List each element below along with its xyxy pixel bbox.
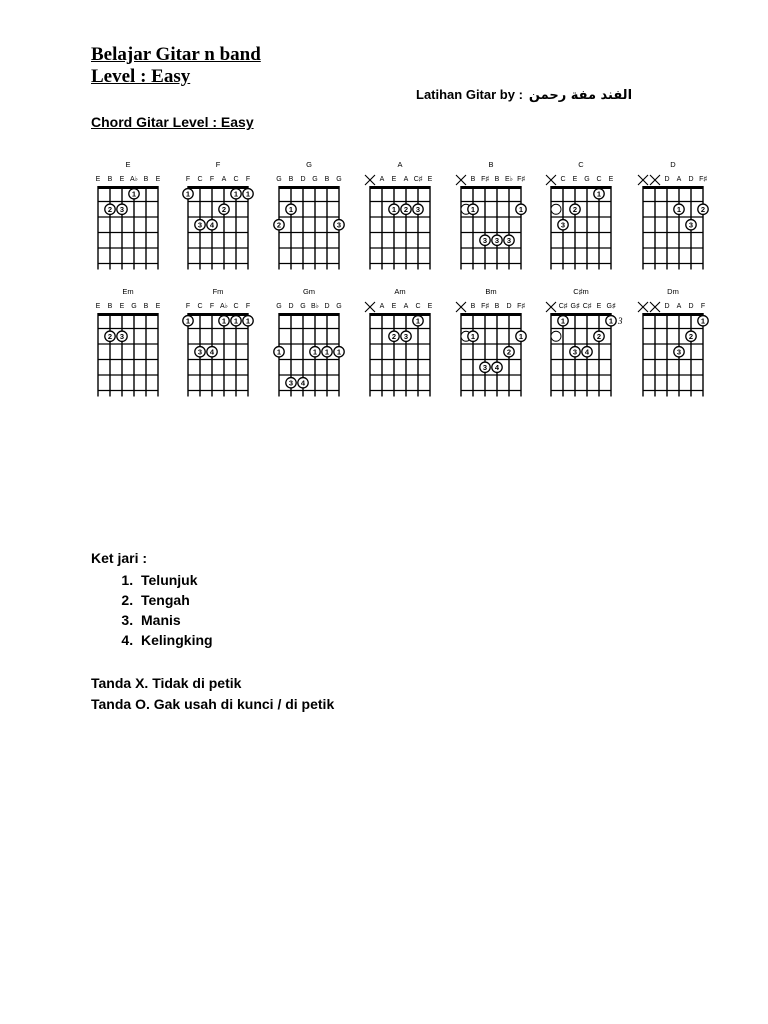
nut [188,313,248,316]
finger-dot [105,331,115,341]
finger-number: 1 [221,316,227,326]
string-label: E [95,176,101,183]
string-label: A [221,176,227,183]
author-name: الفند مفة رحمن [528,88,633,103]
muted-string-mark [650,175,660,185]
finger-dot [334,220,344,230]
chord-e [96,160,161,270]
muted-string-mark [546,302,556,312]
finger-number: 3 [415,205,421,215]
string-label: B [107,176,113,183]
muted-string-mark [638,302,648,312]
string-label: E [95,303,101,310]
string-label: F♯ [517,303,525,310]
string-label: F [245,176,251,183]
finger-number: 1 [312,347,318,357]
finger-dot [117,204,127,214]
finger-dot [698,204,708,214]
string-label: E [572,176,578,183]
string-label: F♯ [699,176,707,183]
string-label: E [391,176,397,183]
nut [370,313,430,316]
finger-item-3: 3. Manis [137,610,213,630]
finger-number: 1 [470,332,476,342]
finger-dot [243,189,253,199]
nut [279,313,339,316]
string-label: F♯ [481,176,489,183]
string-label: F [185,176,191,183]
chord-a [365,160,433,270]
finger-dot [286,378,296,388]
fret-number-label: 3 [618,315,623,326]
nut [98,313,158,316]
finger-number: 3 [403,332,409,342]
string-label: D [506,303,512,310]
finger-number: 3 [482,236,488,246]
finger-number: 3 [482,363,488,373]
nut [188,186,248,189]
finger-dot [468,204,478,214]
finger-dot [594,189,604,199]
finger-dot [334,347,344,357]
finger-number: 1 [233,189,239,199]
nut [279,186,339,189]
finger-dot [298,378,308,388]
muted-string-mark [638,175,648,185]
finger-item-2: 2. Tengah [137,590,213,610]
finger-dot [480,235,490,245]
chord-bm [456,287,526,397]
finger-number: 2 [107,205,113,215]
chord-fm [183,287,253,397]
finger-dot [274,220,284,230]
finger-dot [389,204,399,214]
nut [370,186,430,189]
string-label: B [107,303,113,310]
chord-am [365,287,433,397]
note-x-mark: Tanda X. Tidak di petik [91,675,242,691]
string-label: F [209,176,215,183]
chord-b [456,160,526,270]
finger-dot [243,316,253,326]
finger-dot [219,204,229,214]
chord-dm [638,287,708,397]
finger-number: 2 [688,332,694,342]
finger-number: 1 [518,205,524,215]
string-label: C [233,176,239,183]
finger-number: 2 [221,205,227,215]
chord-name: Dm [667,287,679,296]
finger-dot [310,347,320,357]
string-label: C♯ [582,303,592,310]
finger-number: 3 [688,220,694,230]
finger-dot [570,347,580,357]
string-label: D [688,176,694,183]
finger-number: 4 [584,347,590,357]
string-label: G [276,176,282,183]
string-label: C [560,176,566,183]
nut [643,186,703,189]
chord-name: B [488,160,494,169]
finger-dot [492,362,502,372]
finger-number: 1 [676,205,682,215]
string-label: G [312,176,318,183]
finger-dot [413,316,423,326]
string-label: D [324,303,330,310]
string-label: A [403,303,409,310]
finger-dot [516,331,526,341]
muted-string-mark [650,302,660,312]
finger-number: 1 [324,347,330,357]
chord-name: Em [122,287,134,296]
finger-number: 1 [391,205,397,215]
chord-name: G [306,160,312,169]
string-label: C [415,303,421,310]
string-label: B [143,176,149,183]
string-label: B [143,303,149,310]
string-label: B [494,303,500,310]
muted-string-mark [456,302,466,312]
string-label: E [596,303,602,310]
finger-number: 3 [197,220,203,230]
nut [551,313,611,316]
finger-number: 1 [608,316,614,326]
finger-dot [570,204,580,214]
finger-number: 4 [494,363,500,373]
finger-number: 4 [300,378,306,388]
nut [98,186,158,189]
string-label: B [494,176,500,183]
string-label: E♭ [505,176,513,183]
finger-number: 2 [107,332,113,342]
finger-dot [686,220,696,230]
finger-number: 4 [209,347,215,357]
muted-string-mark [365,175,375,185]
chord-g [274,160,344,270]
chord-name: F [215,160,221,169]
finger-dot [674,347,684,357]
finger-number: 2 [700,205,706,215]
string-label: A [379,303,385,310]
finger-number: 2 [276,220,282,230]
finger-dot [686,331,696,341]
open-string-mark [551,331,561,341]
string-label: C [596,176,602,183]
finger-number: 1 [245,316,251,326]
string-label: D [664,176,670,183]
finger-dot [195,220,205,230]
finger-number: 3 [494,236,500,246]
finger-dot [401,331,411,341]
finger-number: 2 [572,205,578,215]
finger-dot [582,347,592,357]
note-o-mark: Tanda O. Gak usah di kunci / di petik [91,696,335,712]
nut [643,313,703,316]
string-label: A [379,176,385,183]
document-title: Belajar Gitar n band [91,44,261,65]
string-label: C [233,303,239,310]
chord-name: Gm [302,287,316,296]
finger-dot [286,204,296,214]
finger-number: 3 [119,205,125,215]
string-label: F♯ [481,303,489,310]
string-label: A♭ [220,303,228,310]
chord-f [183,160,253,270]
chord-gm [274,287,344,397]
finger-dot [231,316,241,326]
finger-list [91,570,213,650]
chord-c [546,160,614,270]
string-label: E [155,303,161,310]
finger-number: 1 [596,189,602,199]
string-label: A♭ [130,176,138,183]
string-label: C♯ [558,303,568,310]
finger-item-4: 4. Kelingking [137,630,213,650]
finger-dot [117,331,127,341]
finger-number: 3 [119,332,125,342]
string-label: G♯ [606,303,616,310]
finger-dot [516,204,526,214]
finger-dot [274,347,284,357]
finger-number: 1 [276,347,282,357]
finger-number: 4 [209,220,215,230]
string-label: E [155,176,161,183]
finger-number: 1 [518,332,524,342]
muted-string-mark [546,175,556,185]
string-label: D [688,303,694,310]
chord-name: E [125,160,131,169]
finger-legend [91,548,213,650]
finger-number: 1 [700,316,706,326]
string-label: E [391,303,397,310]
chord-name: C [578,160,584,169]
chord-name: Bm [485,287,497,296]
string-label: A [676,176,682,183]
string-label: G [276,303,282,310]
string-label: F♯ [517,176,525,183]
nut [461,186,521,189]
string-label: C♯ [413,176,423,183]
string-label: B♭ [311,303,319,310]
finger-dot [389,331,399,341]
string-label: G♯ [570,303,580,310]
string-label: E [119,176,125,183]
string-label: A [676,303,682,310]
finger-dot [183,316,193,326]
finger-dot [105,204,115,214]
finger-dot [183,189,193,199]
finger-number: 1 [131,189,137,199]
string-label: B [288,176,294,183]
finger-dot [231,189,241,199]
finger-dot [207,220,217,230]
string-label: G [336,303,342,310]
chord-name: D [670,160,676,169]
string-label: C [197,303,203,310]
finger-dot [674,204,684,214]
finger-dot [219,316,229,326]
string-label: F [700,303,706,310]
section-subtitle: Chord Gitar Level : Easy [91,114,254,130]
string-label: E [427,303,433,310]
legend-heading: Ket jari : [91,550,148,566]
chord-name: C♯m [573,287,589,296]
muted-string-mark [365,302,375,312]
string-label: E [427,176,433,183]
finger-item-1: 1. Telunjuk [137,570,213,590]
finger-number: 1 [185,189,191,199]
finger-dot [401,204,411,214]
finger-dot [207,347,217,357]
string-label: D [300,176,306,183]
chord-diagrams [0,0,768,420]
finger-dot [129,189,139,199]
finger-number: 2 [391,332,397,342]
string-label: D [664,303,670,310]
string-label: E [119,303,125,310]
string-label: E [608,176,614,183]
chord-name: Am [394,287,406,296]
finger-dot [413,204,423,214]
open-string-mark [551,204,561,214]
finger-dot [492,235,502,245]
finger-number: 3 [197,347,203,357]
finger-number: 2 [403,205,409,215]
finger-number: 1 [185,316,191,326]
finger-number: 3 [560,220,566,230]
finger-number: 3 [676,347,682,357]
finger-number: 2 [506,347,512,357]
finger-dot [594,331,604,341]
chord-name: A [397,160,403,169]
muted-string-mark [456,175,466,185]
finger-number: 2 [596,332,602,342]
finger-dot [195,347,205,357]
string-label: G [131,303,137,310]
finger-dot [322,347,332,357]
finger-dot [480,362,490,372]
finger-number: 3 [336,220,342,230]
string-label: G [300,303,306,310]
finger-dot [558,316,568,326]
finger-number: 1 [245,189,251,199]
finger-number: 1 [560,316,566,326]
finger-number: 3 [572,347,578,357]
finger-dot [606,316,616,326]
finger-dot [504,347,514,357]
string-label: B [470,176,476,183]
string-label: A [403,176,409,183]
chord-d [638,160,708,270]
finger-number: 1 [336,347,342,357]
string-label: F [209,303,215,310]
finger-dot [698,316,708,326]
finger-number: 3 [288,378,294,388]
string-label: F [245,303,251,310]
finger-number: 1 [415,316,421,326]
string-label: B [470,303,476,310]
string-label: C [197,176,203,183]
nut [551,186,611,189]
finger-number: 1 [470,205,476,215]
level-heading: Level : Easy [91,66,191,87]
finger-dot [558,220,568,230]
chord-csm [546,287,623,397]
string-label: G [336,176,342,183]
finger-number: 3 [506,236,512,246]
string-label: F [185,303,191,310]
finger-number: 1 [233,316,239,326]
notes [91,673,334,715]
string-label: B [324,176,330,183]
chord-em [96,287,161,397]
byline-label: Latihan Gitar by : [416,87,523,102]
finger-dot [504,235,514,245]
finger-dot [468,331,478,341]
string-label: G [584,176,590,183]
string-label: D [288,303,294,310]
finger-number: 1 [288,205,294,215]
chord-name: Fm [212,287,224,296]
nut [461,313,521,316]
